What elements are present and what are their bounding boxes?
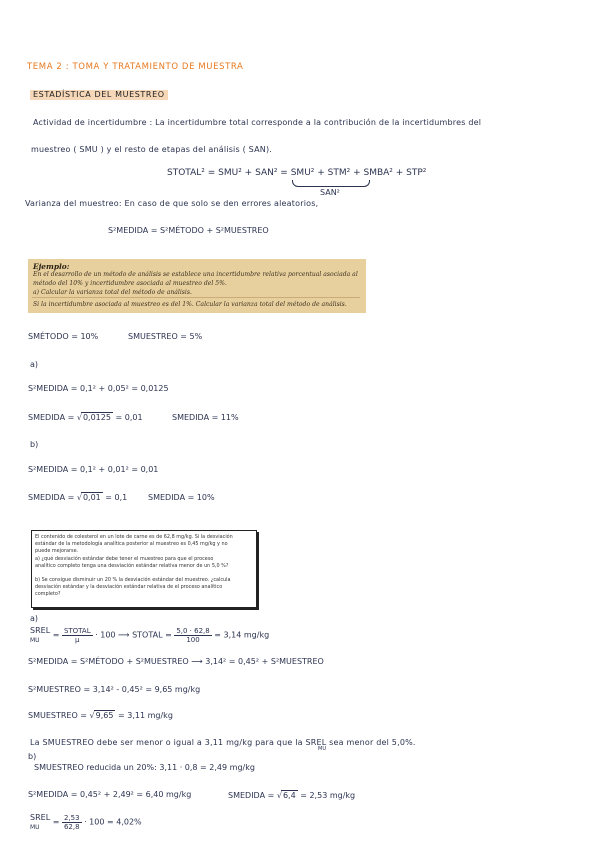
srel-num: STOTAL — [63, 626, 91, 635]
problem-line-1: El contenido de colesterol en un lote de carne es de 62,8 mg/kg. Si la desviación — [35, 534, 233, 540]
stotal-num: 5,0 · 62,8 — [176, 626, 210, 635]
sol2-b-label: b) — [28, 752, 37, 761]
part-a-variance: S²MEDIDA = 0,1² + 0,05² = 0,0125 — [28, 384, 169, 393]
varianza-line: Varianza del muestreo: En caso de que solo se den errores aleatorios, — [25, 199, 319, 208]
part-a-sd: SMEDIDA = √0,0125 = 0,01 — [28, 413, 143, 422]
srel-eq: = — [52, 630, 60, 640]
problem-line-2: estándar de la metodología analítica posterior al muestreo es 0,45 mg/kg y no — [35, 541, 228, 547]
given-metodo: SMÉTODO = 10% — [28, 332, 99, 341]
section-heading: ESTADÍSTICA DEL MUESTREO — [30, 90, 168, 100]
srel-mid: · 100 ⟶ STOTAL = — [95, 630, 172, 640]
part-a-sd-left: SMEDIDA = — [28, 413, 75, 422]
example-line-1: En el desarrollo de un método de análisis se establece una incertidumbre relativa porcentual asociada al — [33, 271, 358, 278]
equation-variance: S²MEDIDA = S²MÉTODO + S²MUESTREO — [108, 226, 269, 235]
muestreo-sd-left: SMUESTREO = — [28, 711, 88, 720]
sol2-a-label: a) — [30, 614, 39, 623]
part-b-sd-percent: SMEDIDA = 10% — [148, 493, 215, 502]
stotal-den: 100 — [186, 635, 200, 644]
part-b-variance: S²MEDIDA = 0,1² + 0,01² = 0,01 — [28, 465, 159, 474]
sol2-b-srel-eq: = — [52, 817, 60, 827]
sol2-b-line-1: SMUESTREO reducida un 20%: 3,11 · 0,8 = 2,49 mg/kg — [34, 763, 255, 772]
part-a-sd-percent: SMEDIDA = 11% — [172, 413, 239, 422]
part-a-sd-right: = 0,01 — [115, 413, 143, 422]
sol2-b-srel-sub: MU — [30, 824, 40, 831]
part-b-label: b) — [30, 440, 39, 449]
part-a-sd-root: 0,0125 — [82, 413, 111, 422]
example-line-3: a) Calcular la varianza total del método de análisis. — [33, 289, 192, 296]
equation-muestreo-sd: SMUESTREO = √9,65 = 3,11 mg/kg — [28, 711, 173, 720]
page-title: TEMA 2 : TOMA Y TRATAMIENTO DE MUESTRA — [27, 62, 244, 72]
stotal-fraction — [174, 627, 211, 644]
example-title: Ejemplo: — [33, 262, 70, 271]
equation-muestreo-variance: S²MUESTREO = 3,14² - 0,45² = 9,65 mg/kg — [28, 685, 201, 694]
srel-sub: MU — [30, 637, 40, 644]
sol2-b-sd-root: 6,4 — [282, 791, 296, 800]
problem-line-3: puede mejorarse. — [35, 548, 79, 554]
problem-box — [31, 530, 257, 608]
example-divider — [32, 297, 360, 298]
sol2-b-srel-den: 62,8 — [63, 822, 80, 831]
sol2-b-srel-num: 2,53 — [63, 813, 80, 822]
srel-fraction — [62, 627, 93, 644]
sol2-b-sd: SMEDIDA = √6,4 = 2,53 mg/kg — [228, 791, 356, 800]
srel-equation — [30, 626, 269, 644]
sol2-b-line-2: S²MEDIDA = 0,45² + 2,49² = 6,40 mg/kg — [28, 790, 192, 799]
problem-line-8: completo? — [35, 591, 61, 597]
equation-total-uncertainty: STOTAL² = SMU² + SAN² = SMU² + STM² + SMBA² + STP² — [167, 168, 427, 178]
sol2-b-sd-right: = 2,53 mg/kg — [300, 791, 356, 800]
sol2-b-srel-right: · 100 = 4,02% — [84, 817, 142, 827]
sol2-b-sd-left: SMEDIDA = — [228, 791, 275, 800]
part-b-sd-right: = 0,1 — [105, 493, 128, 502]
equation-brace — [292, 180, 370, 187]
part-b-sd: SMEDIDA = √0,01 = 0,1 — [28, 493, 128, 502]
equation-medida-sum: S²MEDIDA = S²MÉTODO + S²MUESTREO ⟶ 3,14² = 0,45² + S²MUESTREO — [28, 657, 324, 666]
equation-san-label: SAN² — [320, 188, 340, 197]
srel-den: μ — [75, 635, 80, 644]
part-b-sd-left: SMEDIDA = — [28, 493, 75, 502]
part-b-sd-root: 0,01 — [82, 493, 101, 502]
conclusion-sub: MU — [318, 746, 326, 752]
srel-left: SREL — [30, 626, 51, 635]
given-muestreo: SMUESTREO = 5% — [128, 332, 203, 341]
problem-line-7: desviación estándar y la desviación estándar relativa de el proceso analítico — [35, 584, 223, 590]
sol2-b-srel-left: SREL — [30, 813, 51, 822]
muestreo-sd-right: = 3,11 mg/kg — [118, 711, 173, 720]
example-line-4: Si la incertidumbre asociada al muestreo es del 1%. Calcular la varianza total del método de análisis. — [33, 301, 347, 308]
problem-line-5: analítico completo tenga una desviación estándar relativa menor de un 5,0 %? — [35, 563, 229, 569]
sol2-b-srel — [30, 813, 142, 831]
stotal-res: = 3,14 mg/kg — [214, 630, 270, 640]
example-line-2: método del 10% y incertidumbre asociada al muestreo del 5%. — [33, 280, 227, 287]
problem-line-4: a) ¿qué desviación estándar debe tener el muestreo para que el proceso — [35, 556, 214, 562]
example-box — [28, 259, 366, 313]
intro-line-2: muestreo ( SMU ) y el resto de etapas del análisis ( SAN). — [31, 145, 273, 154]
sol2-b-srel-fraction — [62, 814, 82, 831]
muestreo-sd-root: 9,65 — [95, 711, 114, 720]
problem-line-6: b) Se consigue disminuir un 20 % la desviación estándar del muestreo. ¿calcula — [35, 577, 231, 583]
intro-line-1: Actividad de incertidumbre : La incertidumbre total corresponde a la contribución de la incertidumbres del — [33, 118, 482, 127]
conclusion-line: La SMUESTREO debe ser menor o igual a 3,11 mg/kg para que la SREL sea menor del 5,0%. — [30, 738, 416, 747]
part-a-label: a) — [30, 360, 39, 369]
